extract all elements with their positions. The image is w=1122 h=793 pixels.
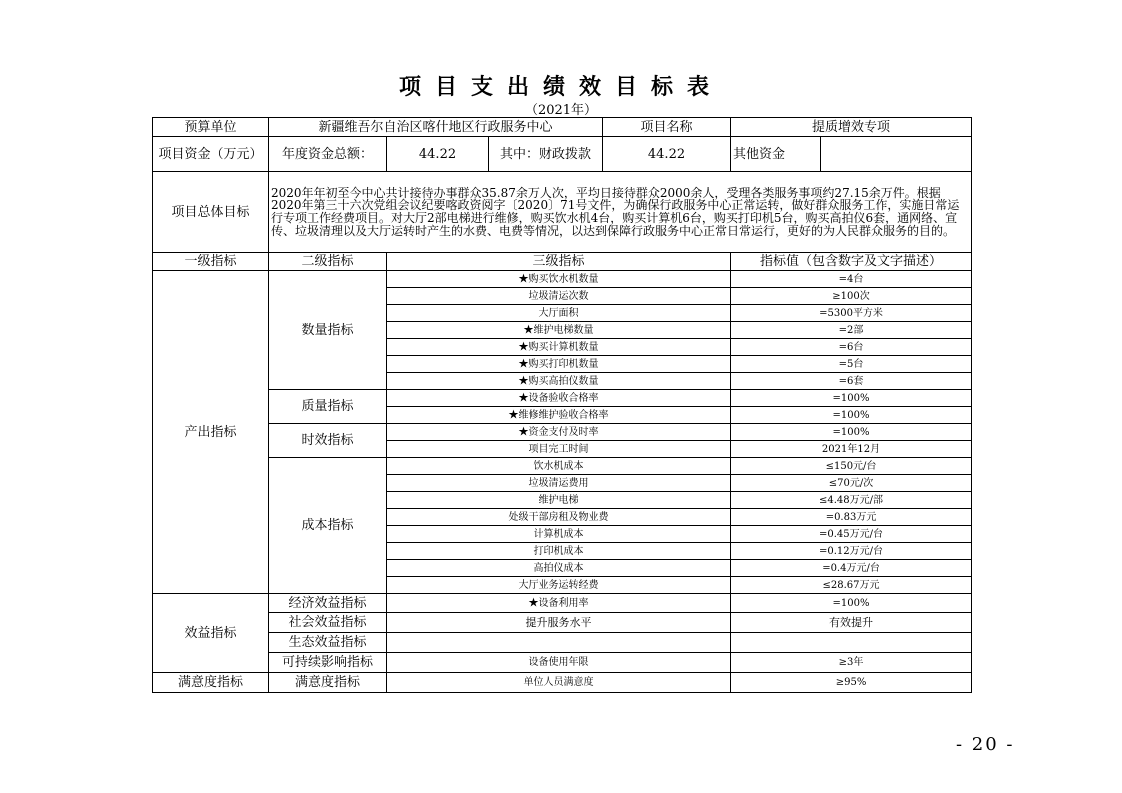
unit-value: 新疆维吾尔自治区喀什地区行政服务中心 [269,118,603,137]
funds-other-value [821,137,972,172]
unit-label: 预算单位 [153,118,269,137]
indicator-name: 饮水机成本 [387,458,731,475]
satisfaction-level1: 满意度指标 [153,673,269,693]
indicator-name: 高拍仪成本 [387,560,731,577]
indicator-name: 维护电梯 [387,492,731,509]
indicator-value: =100% [731,424,972,441]
indicator-name: ★设备验收合格率 [387,390,731,407]
indicator-name: 大厅面积 [387,305,731,322]
benefit-level1: 效益指标 [153,594,269,673]
indicator-name: 打印机成本 [387,543,731,560]
page-title: 项目支出绩效目标表 [398,75,723,100]
indicator-value: 有效提升 [731,613,972,633]
column-header-level1: 一级指标 [153,253,269,271]
indicator-name: ★维护电梯数量 [387,322,731,339]
indicator-value: =100% [731,390,972,407]
indicator-value: ≤70元/次 [731,475,972,492]
indicator-value: ≥95% [731,673,972,693]
benefit-level2: 社会效益指标 [269,613,387,633]
indicator-value: =100% [731,594,972,613]
indicator-value: =100% [731,407,972,424]
output-level1: 产出指标 [153,271,269,594]
funds-total-label: 年度资金总额： [269,137,387,172]
quantity-level2: 数量指标 [269,271,387,390]
quality-level2: 质量指标 [269,390,387,424]
indicator-name: ★资金支付及时率 [387,424,731,441]
timeliness-level2: 时效指标 [269,424,387,458]
indicator-name: 项目完工时间 [387,441,731,458]
column-header-value: 指标值（包含数字及文字描述） [731,253,972,271]
indicator-name: ★购买高拍仪数量 [387,373,731,390]
indicator-name: 大厅业务运转经费 [387,577,731,594]
funds-label: 项目资金（万元） [153,137,269,172]
indicator-value: ≤4.48万元/部 [731,492,972,509]
indicator-value: =5300平方米 [731,305,972,322]
indicator-value: ≥100次 [731,288,972,305]
benefit-level2: 可持续影响指标 [269,653,387,673]
indicator-name: 垃圾清运次数 [387,288,731,305]
page-number: - 20 - [956,734,1015,755]
indicator-value [731,633,972,653]
funds-fiscal-label: 其中：财政拨款 [489,137,603,172]
goal-text: 2020年年初至今中心共计接待办事群众35.87余万人次，平均日接待群众2000余人，受理各类服务事项约27.15余万件。根据2020年第三十六次党组会议纪要喀政资阅字〔2020〕71号文件，为确保行政服务中心正常运转，做好群众服务工作，实施日常运行专项工作经费项目。对大厅2部电梯进行维修，购买饮水机4台，购买计算机6台，购买打印机5台，购买高拍仪6套，通网络、宣传、垃圾清理以及大厅运转时产生的水费、电费等情况，以达到保障行政服务中心正常日常运行，更好的为人民群众服务的目的。 [269,172,972,253]
indicator-name: ★购买打印机数量 [387,356,731,373]
indicator-name [387,633,731,653]
cost-level2: 成本指标 [269,458,387,594]
indicator-value: 2021年12月 [731,441,972,458]
indicator-name: ★设备利用率 [387,594,731,613]
indicator-value: =6台 [731,339,972,356]
indicator-value: =0.12万元/台 [731,543,972,560]
funds-other-label: 其他资金 [731,137,821,172]
indicator-value: =5台 [731,356,972,373]
indicator-name: 提升服务水平 [387,613,731,633]
indicator-value: =4台 [731,271,972,288]
report-year: （2021年） [524,103,598,118]
indicator-value: =0.45万元/台 [731,526,972,543]
indicator-name: ★购买饮水机数量 [387,271,731,288]
indicator-value: ≤28.67万元 [731,577,972,594]
indicator-value: =0.4万元/台 [731,560,972,577]
column-header-level3: 三级指标 [387,253,731,271]
indicator-name: 垃圾清运费用 [387,475,731,492]
indicator-value: ≥3年 [731,653,972,673]
indicator-name: 单位人员满意度 [387,673,731,693]
indicator-value: =2部 [731,322,972,339]
indicator-name: ★维修维护验收合格率 [387,407,731,424]
funds-total-value: 44.22 [387,137,489,172]
indicator-value: =6套 [731,373,972,390]
benefit-level2: 生态效益指标 [269,633,387,653]
funds-fiscal-value: 44.22 [603,137,731,172]
project-name-value: 提质增效专项 [731,118,972,137]
indicator-name: 设备使用年限 [387,653,731,673]
column-header-level2: 二级指标 [269,253,387,271]
indicator-value: ≤150元/台 [731,458,972,475]
performance-target-table [152,117,972,693]
indicator-name: 处级干部房租及物业费 [387,509,731,526]
indicator-value: =0.83万元 [731,509,972,526]
goal-label: 项目总体目标 [153,172,269,253]
indicator-name: 计算机成本 [387,526,731,543]
benefit-level2: 经济效益指标 [269,594,387,613]
indicator-name: ★购买计算机数量 [387,339,731,356]
project-name-label: 项目名称 [603,118,731,137]
satisfaction-level2: 满意度指标 [269,673,387,693]
